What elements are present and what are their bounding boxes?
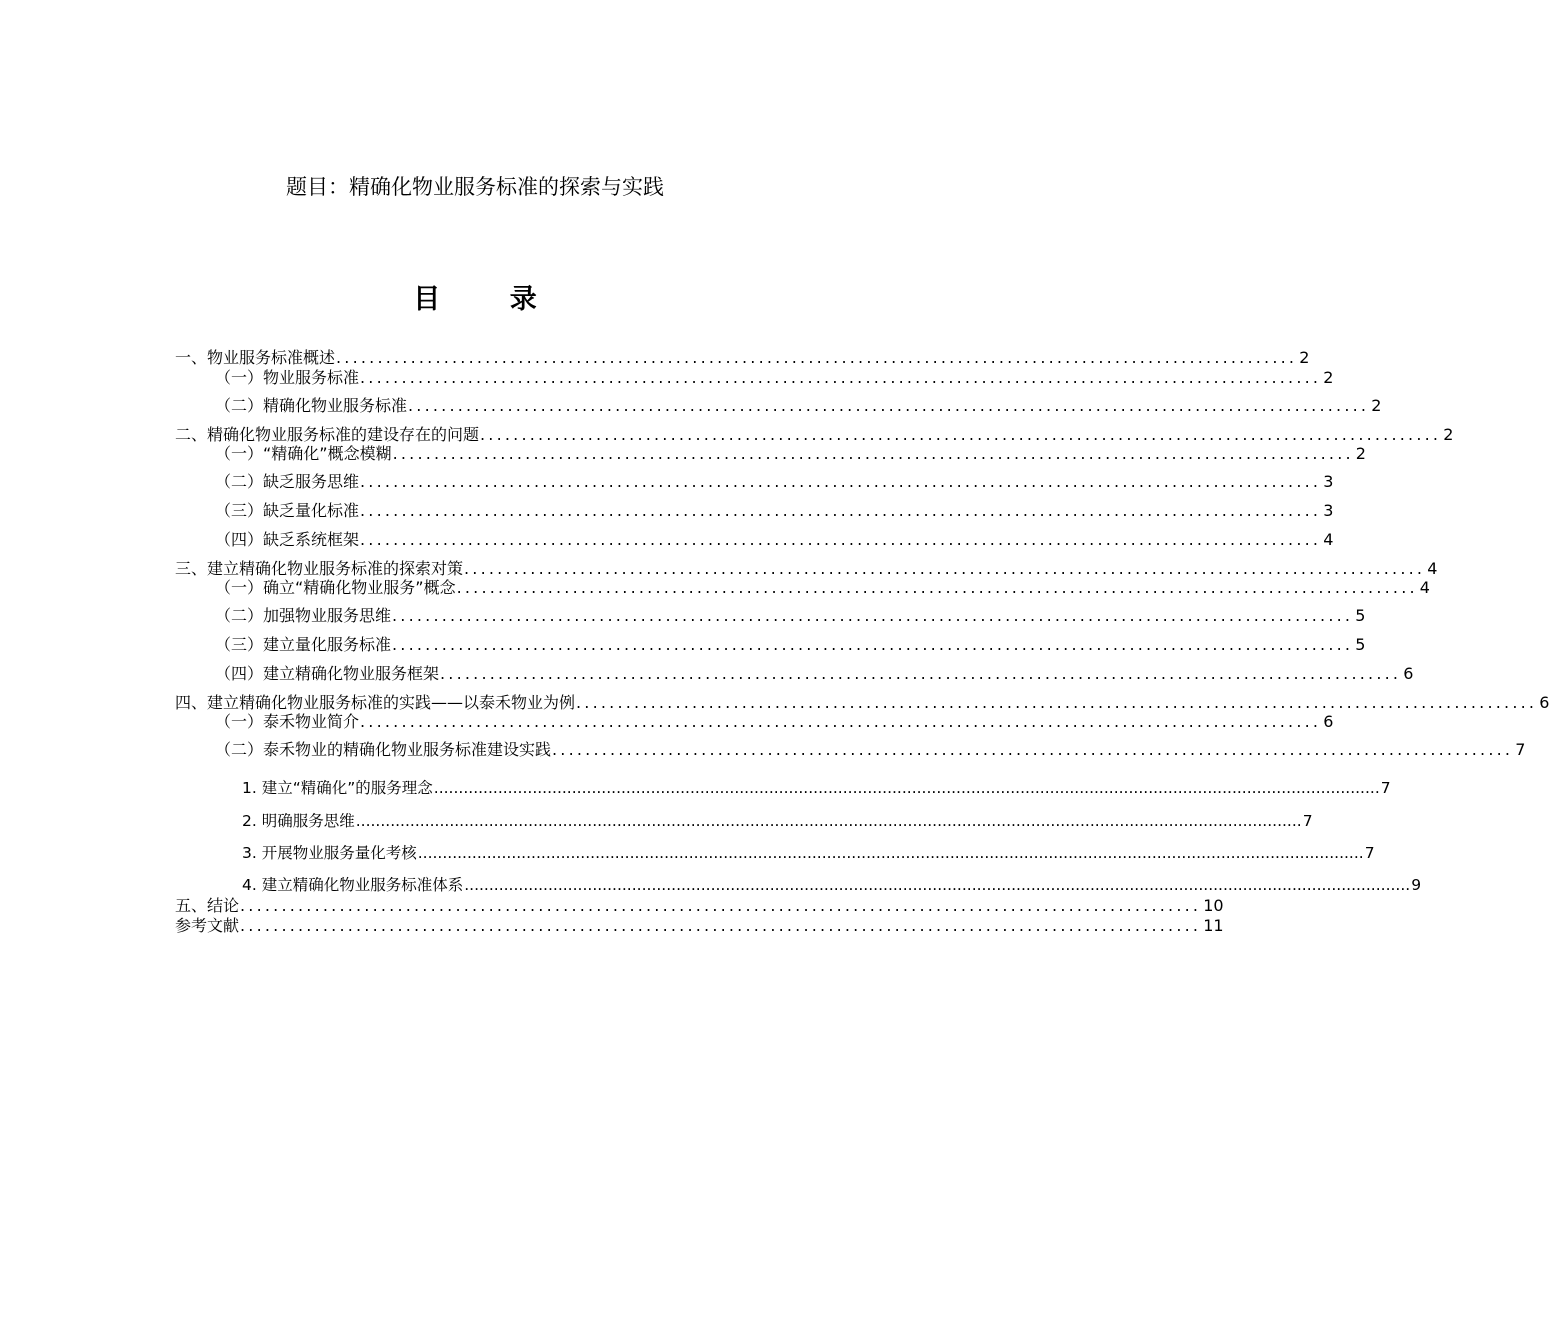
toc-entry-text: （二）精确化物业服务标准 [215, 396, 408, 415]
toc-entry[interactable] [175, 693, 1549, 713]
toc-leader-dots: ................................................................................................................................................................................................ [433, 779, 1380, 797]
toc-entry-text: （三）建立量化服务标准 [215, 635, 392, 654]
toc-entry[interactable] [215, 368, 1334, 388]
toc-leader-dots: ................................................................................................................................................................................................ [355, 812, 1302, 830]
toc-entry[interactable] [215, 740, 1526, 760]
toc-entry[interactable] [215, 635, 1366, 655]
toc-leader-dots: .................................................................................................................... [576, 693, 1538, 712]
toc-entry-page: 2 [1443, 425, 1454, 444]
toc-entry[interactable] [175, 896, 1224, 916]
toc-entry-page: 7 [1515, 740, 1526, 759]
toc-leader-dots: ................................................................................................................................................................................................ [417, 844, 1364, 862]
toc-leader-dots: .................................................................................................................... [392, 444, 1354, 463]
toc-entry[interactable] [242, 778, 1391, 798]
toc-entry-text: 一、物业服务标准概述 [175, 348, 336, 367]
toc-entry-page: 6 [1323, 712, 1334, 731]
toc-heading: 目 录 [413, 284, 567, 315]
toc-entry-text: （四）缺乏系统框架 [215, 530, 360, 549]
toc-entry-text: 1. 建立“精确化”的服务理念 [242, 779, 433, 797]
toc-entry-page: 7 [1302, 812, 1313, 830]
toc-entry-page: 7 [1364, 844, 1375, 862]
toc-entry-text: 四、建立精确化物业服务标准的实践——以泰禾物业为例 [175, 693, 576, 712]
toc-entry-page: 4 [1419, 578, 1430, 597]
toc-leader-dots: .................................................................................................................... [240, 896, 1202, 915]
toc-entry-page: 6 [1403, 664, 1414, 683]
toc-entry-text: 参考文献 [175, 916, 240, 935]
toc-entry-page: 7 [1380, 779, 1391, 797]
toc-leader-dots: .................................................................................................................... [336, 348, 1298, 367]
toc-leader-dots: ................................................................................................................................................................................................ [464, 876, 1411, 894]
toc-entry-text: （一）泰禾物业简介 [215, 712, 360, 731]
toc-entry-page: 11 [1203, 916, 1224, 935]
toc-entry-page: 5 [1355, 635, 1366, 654]
toc-entry[interactable] [175, 916, 1224, 936]
toc-leader-dots: .................................................................................................................... [360, 712, 1322, 731]
toc-leader-dots: .................................................................................................................... [360, 501, 1322, 520]
toc-entry[interactable] [175, 348, 1310, 368]
toc-entry-text: （二）缺乏服务思维 [215, 472, 360, 491]
toc-entry-text: 三、建立精确化物业服务标准的探索对策 [175, 559, 464, 578]
toc-entry-text: （一）“精确化”概念模糊 [215, 444, 392, 463]
toc-entry[interactable] [242, 843, 1375, 863]
toc-entry-page: 9 [1411, 876, 1422, 894]
toc-entry[interactable] [215, 501, 1334, 521]
toc-leader-dots: .................................................................................................................... [552, 740, 1514, 759]
toc-entry-page: 3 [1323, 501, 1334, 520]
toc-entry-text: （二）加强物业服务思维 [215, 606, 392, 625]
toc-entry-page: 4 [1427, 559, 1438, 578]
toc-entry[interactable] [215, 712, 1334, 732]
toc-entry-text: （一）物业服务标准 [215, 368, 360, 387]
toc-entry[interactable] [215, 606, 1366, 626]
toc-entry-text: （四）建立精确化物业服务框架 [215, 664, 440, 683]
toc-entry[interactable] [215, 530, 1334, 550]
toc-leader-dots: .................................................................................................................... [392, 606, 1354, 625]
toc-leader-dots: .................................................................................................................... [360, 530, 1322, 549]
toc-entry-text: （一）确立“精确化物业服务”概念 [215, 578, 456, 597]
toc-entry[interactable] [242, 875, 1422, 895]
toc-entry[interactable] [175, 425, 1454, 445]
toc-entry[interactable] [215, 472, 1334, 492]
toc-entry-page: 2 [1355, 444, 1366, 463]
toc-entry[interactable] [215, 664, 1414, 684]
toc-leader-dots: .................................................................................................................... [464, 559, 1426, 578]
toc-leader-dots: .................................................................................................................... [480, 425, 1442, 444]
toc-entry[interactable] [215, 444, 1366, 464]
toc-leader-dots: .................................................................................................................... [240, 916, 1202, 935]
toc-entry-page: 2 [1371, 396, 1382, 415]
toc-entry-page: 3 [1323, 472, 1334, 491]
toc-leader-dots: .................................................................................................................... [392, 635, 1354, 654]
toc-leader-dots: .................................................................................................................... [360, 472, 1322, 491]
toc-entry-text: 2. 明确服务思维 [242, 812, 355, 830]
toc-entry-text: 五、结论 [175, 896, 240, 915]
toc-entry-text: 3. 开展物业服务量化考核 [242, 844, 417, 862]
toc-entry-page: 2 [1299, 348, 1310, 367]
toc-entry-text: （二）泰禾物业的精确化物业服务标准建设实践 [215, 740, 552, 759]
document-title: 题目：精确化物业服务标准的探索与实践 [286, 175, 664, 199]
toc-entry-page: 2 [1323, 368, 1334, 387]
toc-entry-page: 5 [1355, 606, 1366, 625]
toc-entry[interactable] [175, 559, 1438, 579]
toc-entry-page: 6 [1539, 693, 1549, 712]
toc-entry[interactable] [242, 811, 1313, 831]
toc-leader-dots: .................................................................................................................... [456, 578, 1418, 597]
toc-leader-dots: .................................................................................................................... [408, 396, 1370, 415]
toc-entry-page: 4 [1323, 530, 1334, 549]
toc-leader-dots: .................................................................................................................... [360, 368, 1322, 387]
toc-entry[interactable] [215, 578, 1430, 598]
toc-leader-dots: .................................................................................................................... [440, 664, 1402, 683]
toc-entry-page: 10 [1203, 896, 1224, 915]
toc-entry-text: 二、精确化物业服务标准的建设存在的问题 [175, 425, 480, 444]
toc-entry-text: （三）缺乏量化标准 [215, 501, 360, 520]
toc-entry-text: 4. 建立精确化物业服务标准体系 [242, 876, 464, 894]
toc-entry[interactable] [215, 396, 1382, 416]
